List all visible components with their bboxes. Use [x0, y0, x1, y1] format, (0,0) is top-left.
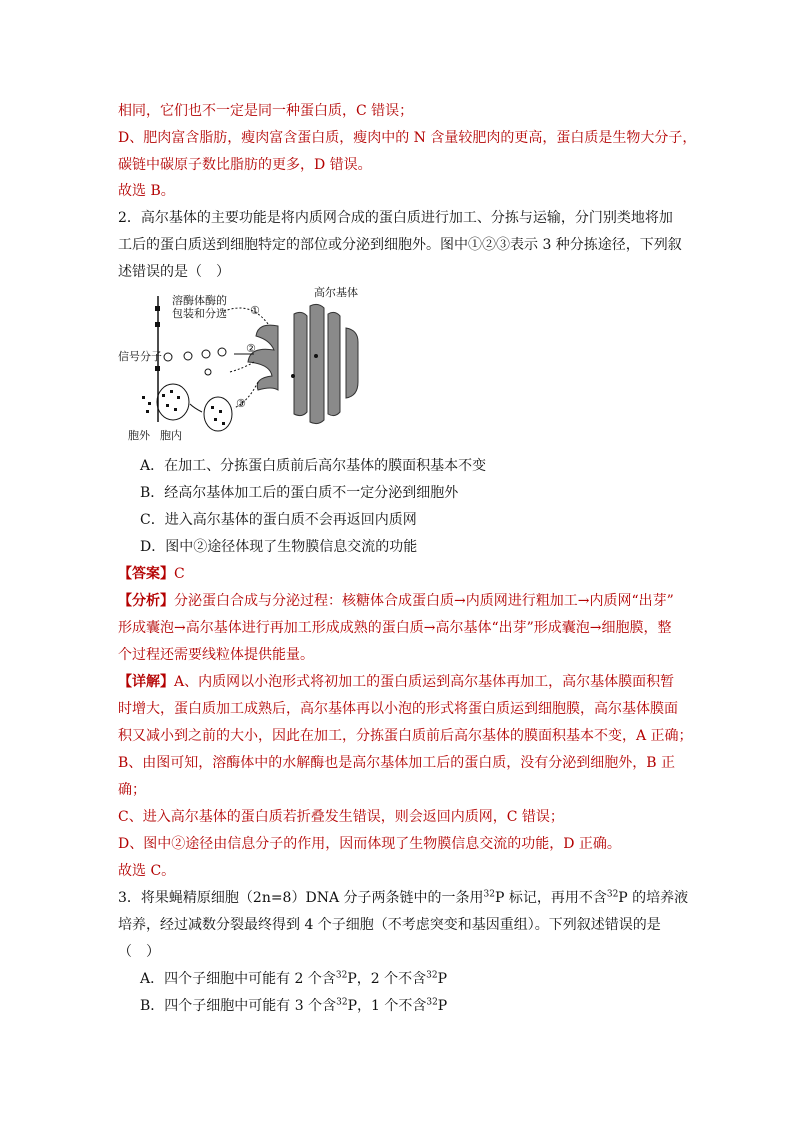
label-pathway-3: ③: [236, 397, 246, 410]
membrane-marker: [155, 366, 160, 371]
option-a: A．在加工、分拣蛋白质前后高尔基体的膜面积基本不变: [140, 458, 487, 474]
vesicle: [205, 369, 211, 375]
text-line: 相同，它们也不一定是同一种蛋白质，C 错误；: [118, 103, 414, 119]
option-b: B．经高尔基体加工后的蛋白质不一定分泌到细胞外: [140, 485, 459, 501]
question-3-stem: 培养，经过减数分裂最终得到 4 个子细胞（不考虑突变和基因重组）。下列叙述错误的是: [118, 917, 661, 933]
detail-line: 【详解】A、内质网以小泡形式将初加工的蛋白质运到高尔基体再加工，高尔基体膜面积暂: [118, 674, 675, 690]
membrane-marker: [155, 306, 160, 311]
question-3-stem: （ ）: [118, 944, 160, 960]
label-lysosome-2: 包装和分选: [172, 307, 227, 320]
detail-line: C、进入高尔基体的蛋白质若折叠发生错误，则会返回内质网，C 错误；: [118, 809, 564, 825]
question-2-stem: 述错误的是（ ）: [118, 264, 230, 280]
analysis-tag: 【分析】: [118, 593, 174, 609]
vesicle: [218, 348, 226, 356]
answer-value: C: [174, 566, 185, 582]
detail-line: 积又减小到之前的大小，因此在加工，分拣蛋白质前后高尔基体的膜面积基本不变，A 正确；: [118, 728, 693, 744]
label-golgi: 高尔基体: [314, 286, 358, 299]
detail-line: 时增大，蛋白质加工成熟后，高尔基体再以小泡的形式将蛋白质运到细胞膜，高尔基体膜面: [118, 701, 678, 717]
detail-line: B、由图可知，溶酶体中的水解酶也是高尔基体加工后的蛋白质，没有分泌到细胞外，B 正: [118, 755, 676, 771]
text-line: 故选 B。: [118, 183, 175, 199]
secretory-vesicle: [157, 384, 189, 420]
q3-option-b: B．四个子细胞中可能有 3 个含$^{32}$P，1 个不含$^{32}$P: [140, 997, 448, 1014]
golgi-diagram: [118, 284, 378, 444]
analysis-line: 个过程还需要线粒体提供能量。: [118, 647, 314, 663]
label-lysosome-1: 溶酶体酶的: [172, 294, 227, 307]
question-2-stem: 工后的蛋白质送到细胞特定的部位或分泌到细胞外。图中①②③表示 3 种分拣途径，下列叙: [118, 237, 682, 253]
label-pathway-2: ②: [246, 342, 256, 355]
label-inside: 胞内: [160, 429, 182, 442]
detail-tag: 【详解】: [118, 674, 174, 690]
answer-tag: 【答案】: [118, 566, 174, 582]
text-line: D、肥肉富含脂肪，瘦肉富含蛋白质，瘦肉中的 N 含量较肥肉的更高，蛋白质是生物大分子，: [118, 130, 697, 146]
signal-molecule: [164, 353, 172, 361]
answer-line: [118, 564, 185, 584]
membrane-marker: [155, 322, 160, 327]
vesicle: [184, 352, 192, 360]
pathway-1-arrow: [222, 308, 268, 324]
golgi-apparatus: [248, 304, 358, 423]
analysis-line: 【分析】分泌蛋白合成与分泌过程：核糖体合成蛋白质→内质网进行粗加工→内质网“出芽”: [118, 593, 674, 609]
detail-line: D、图中②途径由信息分子的作用，因而体现了生物膜信息交流的功能，D 正确。: [118, 836, 621, 852]
analysis-line: 形成囊泡→高尔基体进行再加工形成成熟的蛋白质→高尔基体“出芽”形成囊泡→细胞膜，整: [118, 620, 672, 636]
detail-line: 确；: [118, 782, 146, 798]
vesicle-pathway-3: [204, 397, 232, 431]
question-2-stem: 2．高尔基体的主要功能是将内质网合成的蛋白质进行加工、分拣与运输，分门别类地将加: [118, 210, 673, 226]
label-pathway-1: ①: [250, 304, 260, 317]
option-c: C．进入高尔基体的蛋白质不会再返回内质网: [140, 512, 417, 528]
text-line: 碳链中碳原子数比脂肪的更多，D 错误。: [118, 157, 372, 173]
label-signal-molecule: 信号分子: [118, 350, 162, 363]
q3-option-a: A．四个子细胞中可能有 2 个含$^{32}$P，2 个不含$^{32}$P: [140, 970, 448, 987]
option-d: D．图中②途径体现了生物膜信息交流的功能: [140, 539, 418, 555]
vesicle: [202, 350, 210, 358]
detail-line: 故选 C。: [118, 863, 176, 879]
question-3-stem: 3．将果蝇精原细胞（2n=8）DNA 分子两条链中的一条用$^{32}$P 标记，再用不含$^{32}$P 的培养液: [118, 889, 689, 906]
label-outside: 胞外: [128, 429, 150, 442]
